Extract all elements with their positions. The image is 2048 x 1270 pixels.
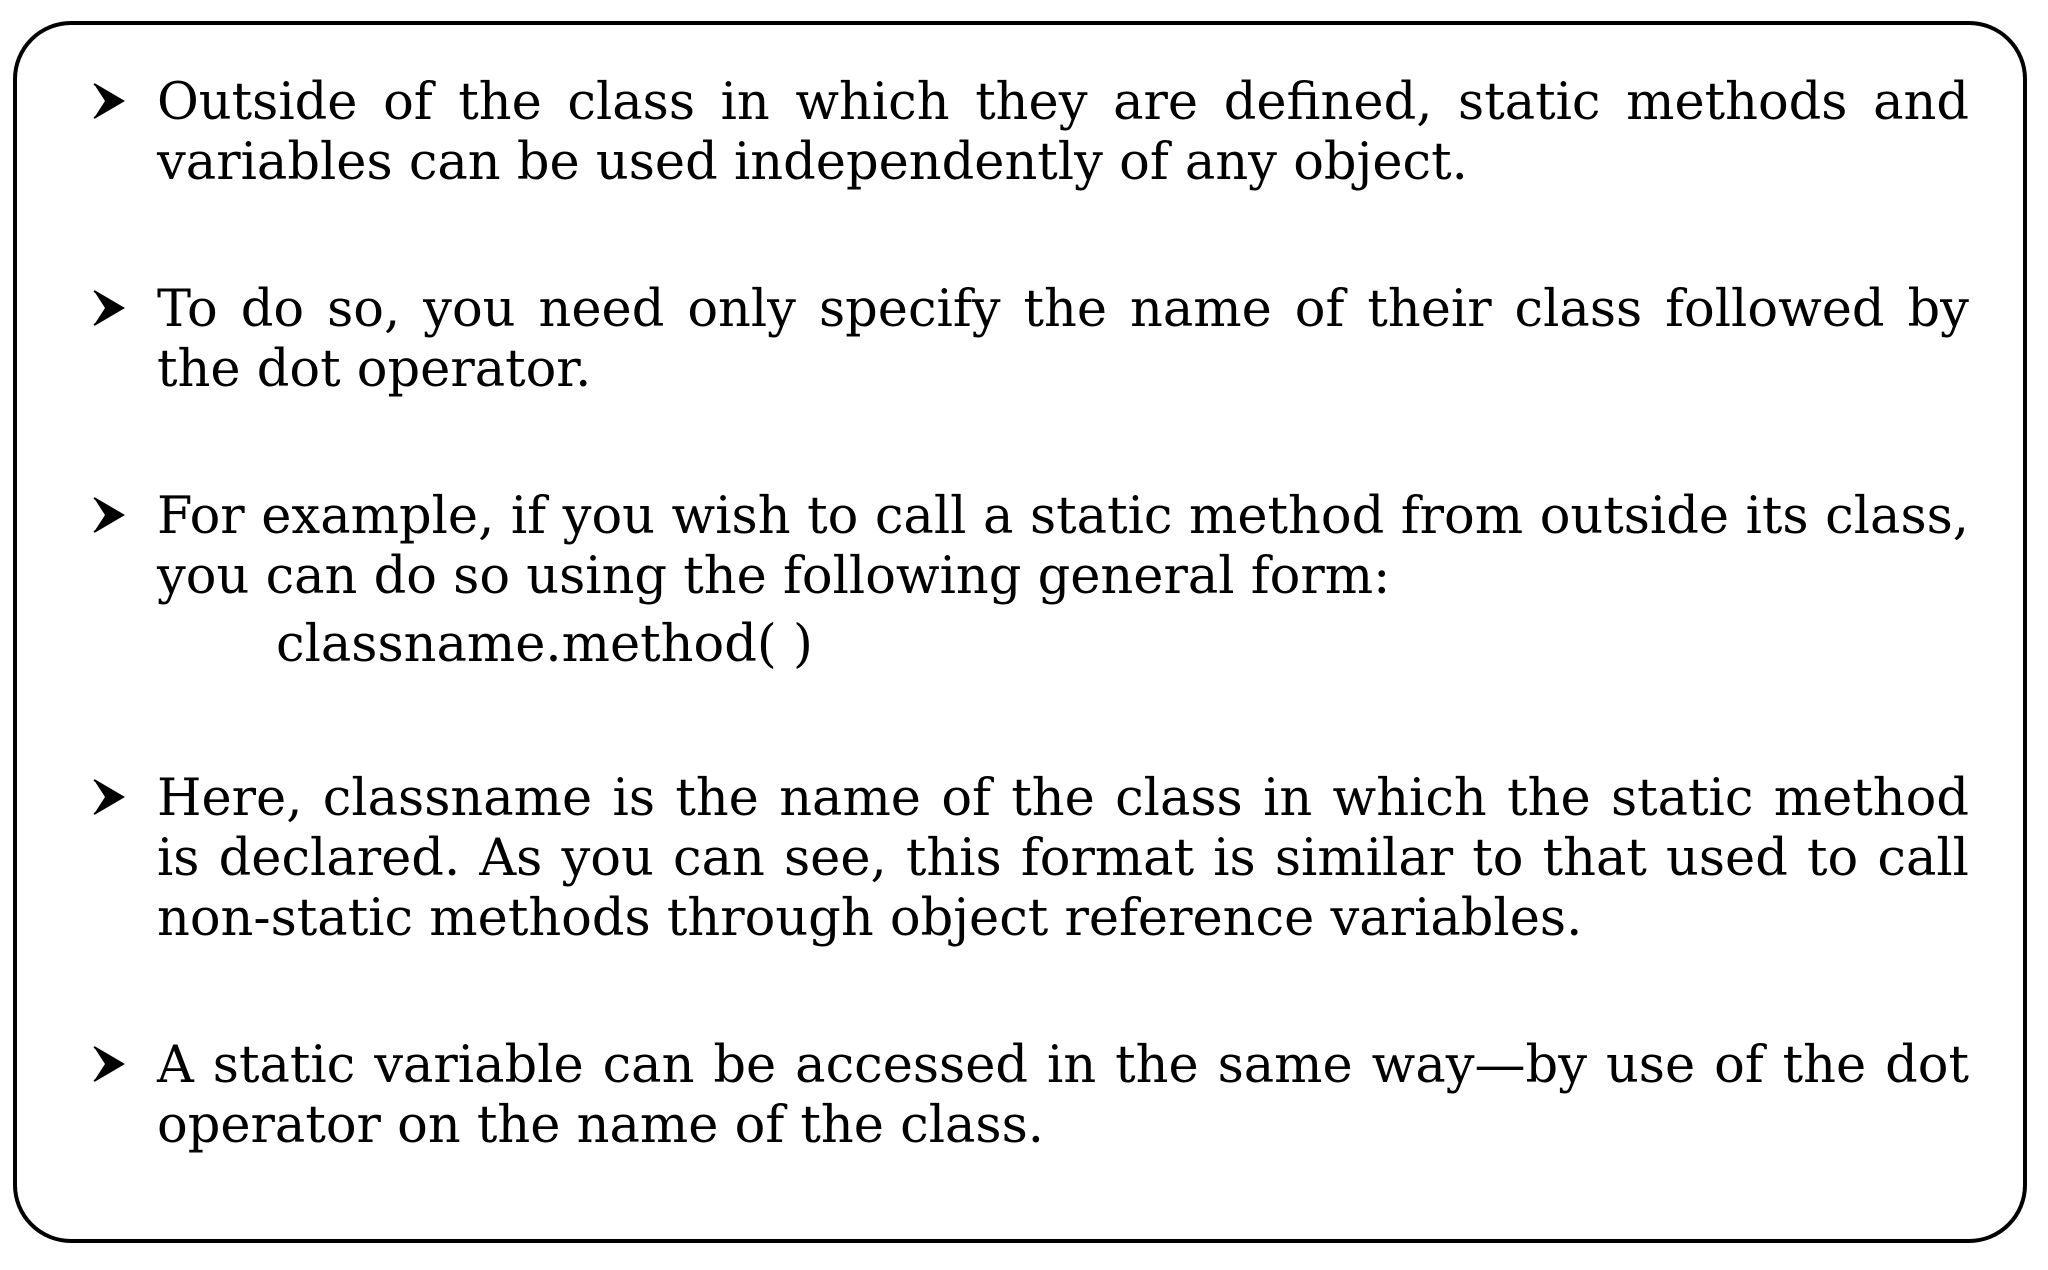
arrowhead-bullet-icon xyxy=(91,1044,125,1084)
bullet-text-3: For example, if you wish to call a static method from outside its class, you can do so using the following general form: xyxy=(157,487,1969,606)
code-example: classname.method( ) xyxy=(276,615,813,674)
bullet-text-1: Outside of the class in which they are defined, static methods and variables can be used independently of any object. xyxy=(157,73,1969,192)
arrowhead-bullet-icon xyxy=(91,288,125,328)
arrowhead-bullet-icon xyxy=(91,495,125,535)
bullet-list xyxy=(17,25,2023,1239)
bullet-text-4: Here, classname is the name of the class in which the static method is declared. As you can see, this format is similar to that used to call non-static methods through object reference variables. xyxy=(157,769,1969,948)
content-frame xyxy=(13,21,2027,1243)
bullet-text-2: To do so, you need only specify the name of their class followed by the dot operator. xyxy=(157,280,1969,399)
bullet-text-5: A static variable can be accessed in the same way—by use of the dot operator on the name of the class. xyxy=(157,1036,1969,1155)
arrowhead-bullet-icon xyxy=(91,81,125,121)
arrowhead-bullet-icon xyxy=(91,777,125,817)
